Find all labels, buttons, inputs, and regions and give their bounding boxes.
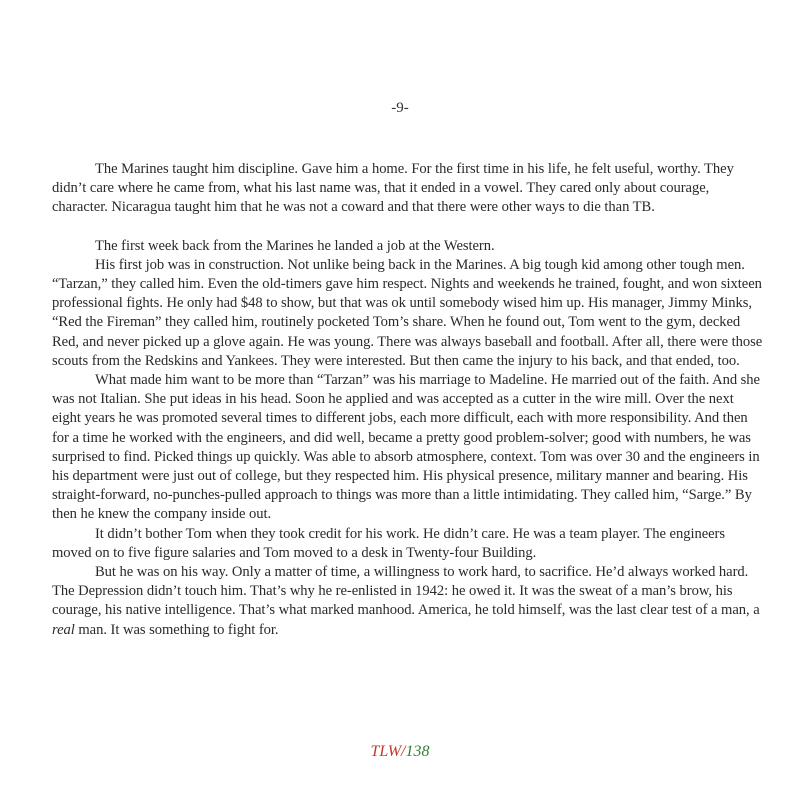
footer-page-label	[0, 743, 800, 761]
footer-page-count: 138	[405, 743, 430, 760]
paragraph-text: man. It was something to fight for.	[74, 621, 279, 638]
paragraph	[52, 563, 764, 640]
paragraph: What made him want to be more than “Tarzan” was his marriage to Madeline. He married out of the faith. And she was not Italian. She put ideas in his head. Soon he applied and was accepted as a cutter in the wire mill. Over the next eight years he was promoted several times to different jobs, each more difficult, each with more responsibility. And then for a time he worked with the engineers, and did well, became a pretty good problem-solver; good with numbers, he was surprised to find. Picked things up quickly. Was able to absorb atmosphere, context. Tom was over 30 and the engineers in his department were just out of college, but they respected him. His physical presence, military manner and bearing. His straight-forward, no-punches-pulled approach to things was more than a little intimidating. They called him, “Sarge.” By then he knew the company inside out.	[52, 372, 760, 523]
paragraph: The Marines taught him discipline. Gave him a home. For the first time in his life, he felt useful, worthy. They didn’t care where he came from, what his last name was, that it ended in a vowel. They cared only about courage, character. Nicaragua taught him that he was not a coward and that there were other ways to die than TB.	[52, 161, 734, 216]
paragraph: The first week back from the Marines he landed a job at the Western.	[95, 237, 495, 254]
paragraph-spacer	[52, 218, 764, 237]
paragraph-text: But he was on his way. Only a matter of time, a willingness to work hard, to sacrifice. He’d always worked hard. The Depression didn’t touch him. That’s why he re-enlisted in 1942: he owed it. It was the sweat of a man’s brow, his courage, his native intelligence. That’s what marked manhood. America, he told himself, was the last clear test of a man, a	[52, 564, 760, 619]
paragraph: It didn’t bother Tom when they took credit for his work. He didn’t care. He was a team player. The engineers moved on to five figure salaries and Tom moved to a desk in Twenty-four Building.	[52, 525, 725, 561]
body-text	[52, 160, 764, 640]
footer-prefix: TLW/	[370, 743, 406, 760]
page-number: -9-	[391, 100, 409, 116]
emphasized-word: real	[52, 621, 75, 638]
paragraph: His first job was in construction. Not unlike being back in the Marines. A big tough kid among other tough men. “Tarzan,” they called him. Even the old-timers gave him respect. Nights and weekends he trained, fought, and won sixteen professional fights. He only had $48 to show, but that was ok until somebody wised him up. His manager, Jimmy Minks, “Red the Fireman” they called him, routinely pocketed Tom’s share. When he found out, Tom went to the gym, decked Red, and never picked up a glove again. He was young. There was always baseball and football. After all, there were those scouts from the Redskins and Yankees. They were interested. But then came the injury to his back, and that ended, too.	[52, 256, 763, 369]
